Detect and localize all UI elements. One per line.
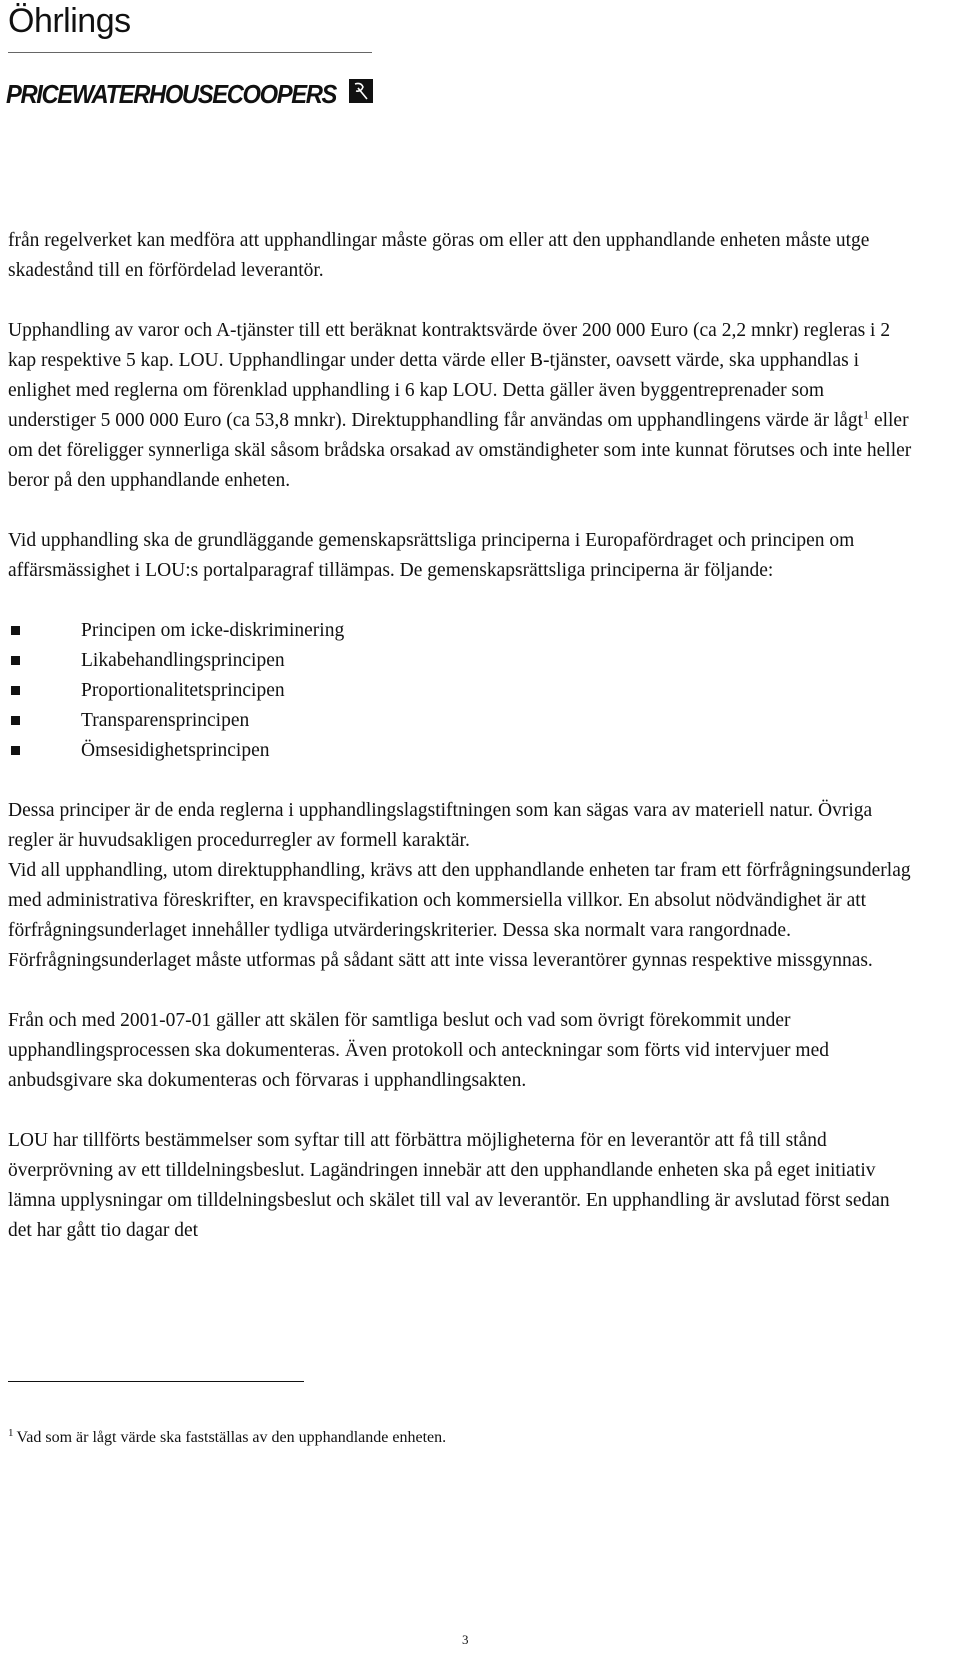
list-item: [8, 616, 912, 646]
paragraph-documentation: Från och med 2001-07-01 gäller att skälen för samtliga beslut och vad som övrigt förekommit under upphandlingsprocessen ska dokumenteras. Även protokoll och anteckningar som förts vid intervjuer med anbudsgivare ska dokumenteras och förvaras i upphandlingsakten.: [8, 1010, 829, 1091]
list-item-label: Ömsesidighetsprincipen: [81, 740, 270, 761]
paragraph-thresholds: [8, 316, 912, 496]
list-item-label: Proportionalitetsprincipen: [81, 680, 285, 701]
list-item-label: Likabehandlingsprincipen: [81, 650, 285, 671]
paragraph-thresholds-tail: eller om det föreligger synnerliga skäl såsom brådska orsakad av omständigheter som inte kunnat förutses och inte heller beror på den upphandlande enheten.: [8, 410, 912, 491]
list-item: [8, 736, 912, 766]
list-item: [8, 676, 912, 706]
square-bullet-icon: [11, 746, 20, 755]
document-body: [8, 226, 912, 1276]
paragraph-intro: från regelverket kan medföra att upphandlingar måste göras om eller att den upphandlande enheten måste utge skadestånd till en förfördelad leverantör.: [8, 230, 870, 281]
logo-divider: [8, 52, 372, 53]
list-item-label: Principen om icke-diskriminering: [81, 620, 345, 641]
list-item: [8, 646, 912, 676]
square-bullet-icon: [11, 626, 20, 635]
square-bullet-icon: [11, 686, 20, 695]
square-bullet-icon: [11, 656, 20, 665]
pwc-wordmark: [6, 70, 376, 110]
list-item: [8, 706, 912, 736]
footnote-number: 1: [8, 1426, 14, 1439]
pwc-logo: [6, 70, 376, 110]
list-item-label: Transparensprincipen: [81, 710, 250, 731]
pwc-wordmark-text: PRICEWATERHOUSECOOPERS: [6, 79, 338, 109]
ohrlings-logo: Öhrlings: [8, 2, 131, 40]
paragraph-principles-intro: Vid upphandling ska de grundläggande gemenskapsrättsliga principerna i Europafördraget och principen om affärsmässighet i LOU:s portalparagraf tillämpas. De gemenskapsrättsliga principerna är följande:: [8, 530, 855, 581]
paragraph-material-rules: Dessa principer är de enda reglerna i upphandlingslagstiftningen som kan sägas vara av materiell natur. Övriga regler är huvudsakligen procedurregler av formell karaktär.: [8, 800, 873, 851]
footnote-text: Vad som är lågt värde ska fastställas av den upphandlande enheten.: [16, 1429, 447, 1446]
principles-list: [8, 616, 912, 766]
paragraph-thresholds-text: Upphandling av varor och A-tjänster till ett beräknat kontraktsvärde över 200 000 Euro (ca 2,2 mnkr) regleras i 2 kap respektive 5 kap. LOU. Upphandlingar under detta värde eller B-tjänster, oavsett värde, ska upphandlas i enlighet med reglerna om förenklad upphandling i 6 kap LOU. Detta gäller även byggentreprenader som understiger 5 000 000 Euro (ca 53,8 mnkr). Direktupphandling får användas om upphandlingens värde är lågt: [8, 320, 891, 431]
page-number: 3: [462, 1632, 469, 1647]
paragraph-review: LOU har tillförts bestämmelser som syftar till att förbättra möjligheterna för en leverantör att få till stånd överprövning av ett tilldelningsbeslut. Lagändringen innebär att den upphandlande enheten ska på eget initiativ lämna upplysningar om tilldelningsbeslut och skälet till val av leverantör. En upphandling är avslutad först sedan det har gått tio dagar det: [8, 1130, 890, 1241]
footnote: [8, 1428, 446, 1448]
footnote-divider: [8, 1381, 304, 1382]
paragraph-tender-documents: Vid all upphandling, utom direktupphandling, krävs att den upphandlande enheten tar fram ett förfrågningsunderlag med administrativa föreskrifter, en kravspecifikation och kommersiella villkor. En absolut nödvändighet är att förfrågningsunderlaget innehåller tydliga utvärderingskriterier. Dessa ska normalt vara rangordnade. Förfrågningsunderlaget måste utformas på sådant sätt att inte vissa leverantörer gynnas respektive missgynnas.: [8, 860, 911, 971]
footnote-reference[interactable]: 1: [863, 407, 870, 422]
square-bullet-icon: [11, 716, 20, 725]
